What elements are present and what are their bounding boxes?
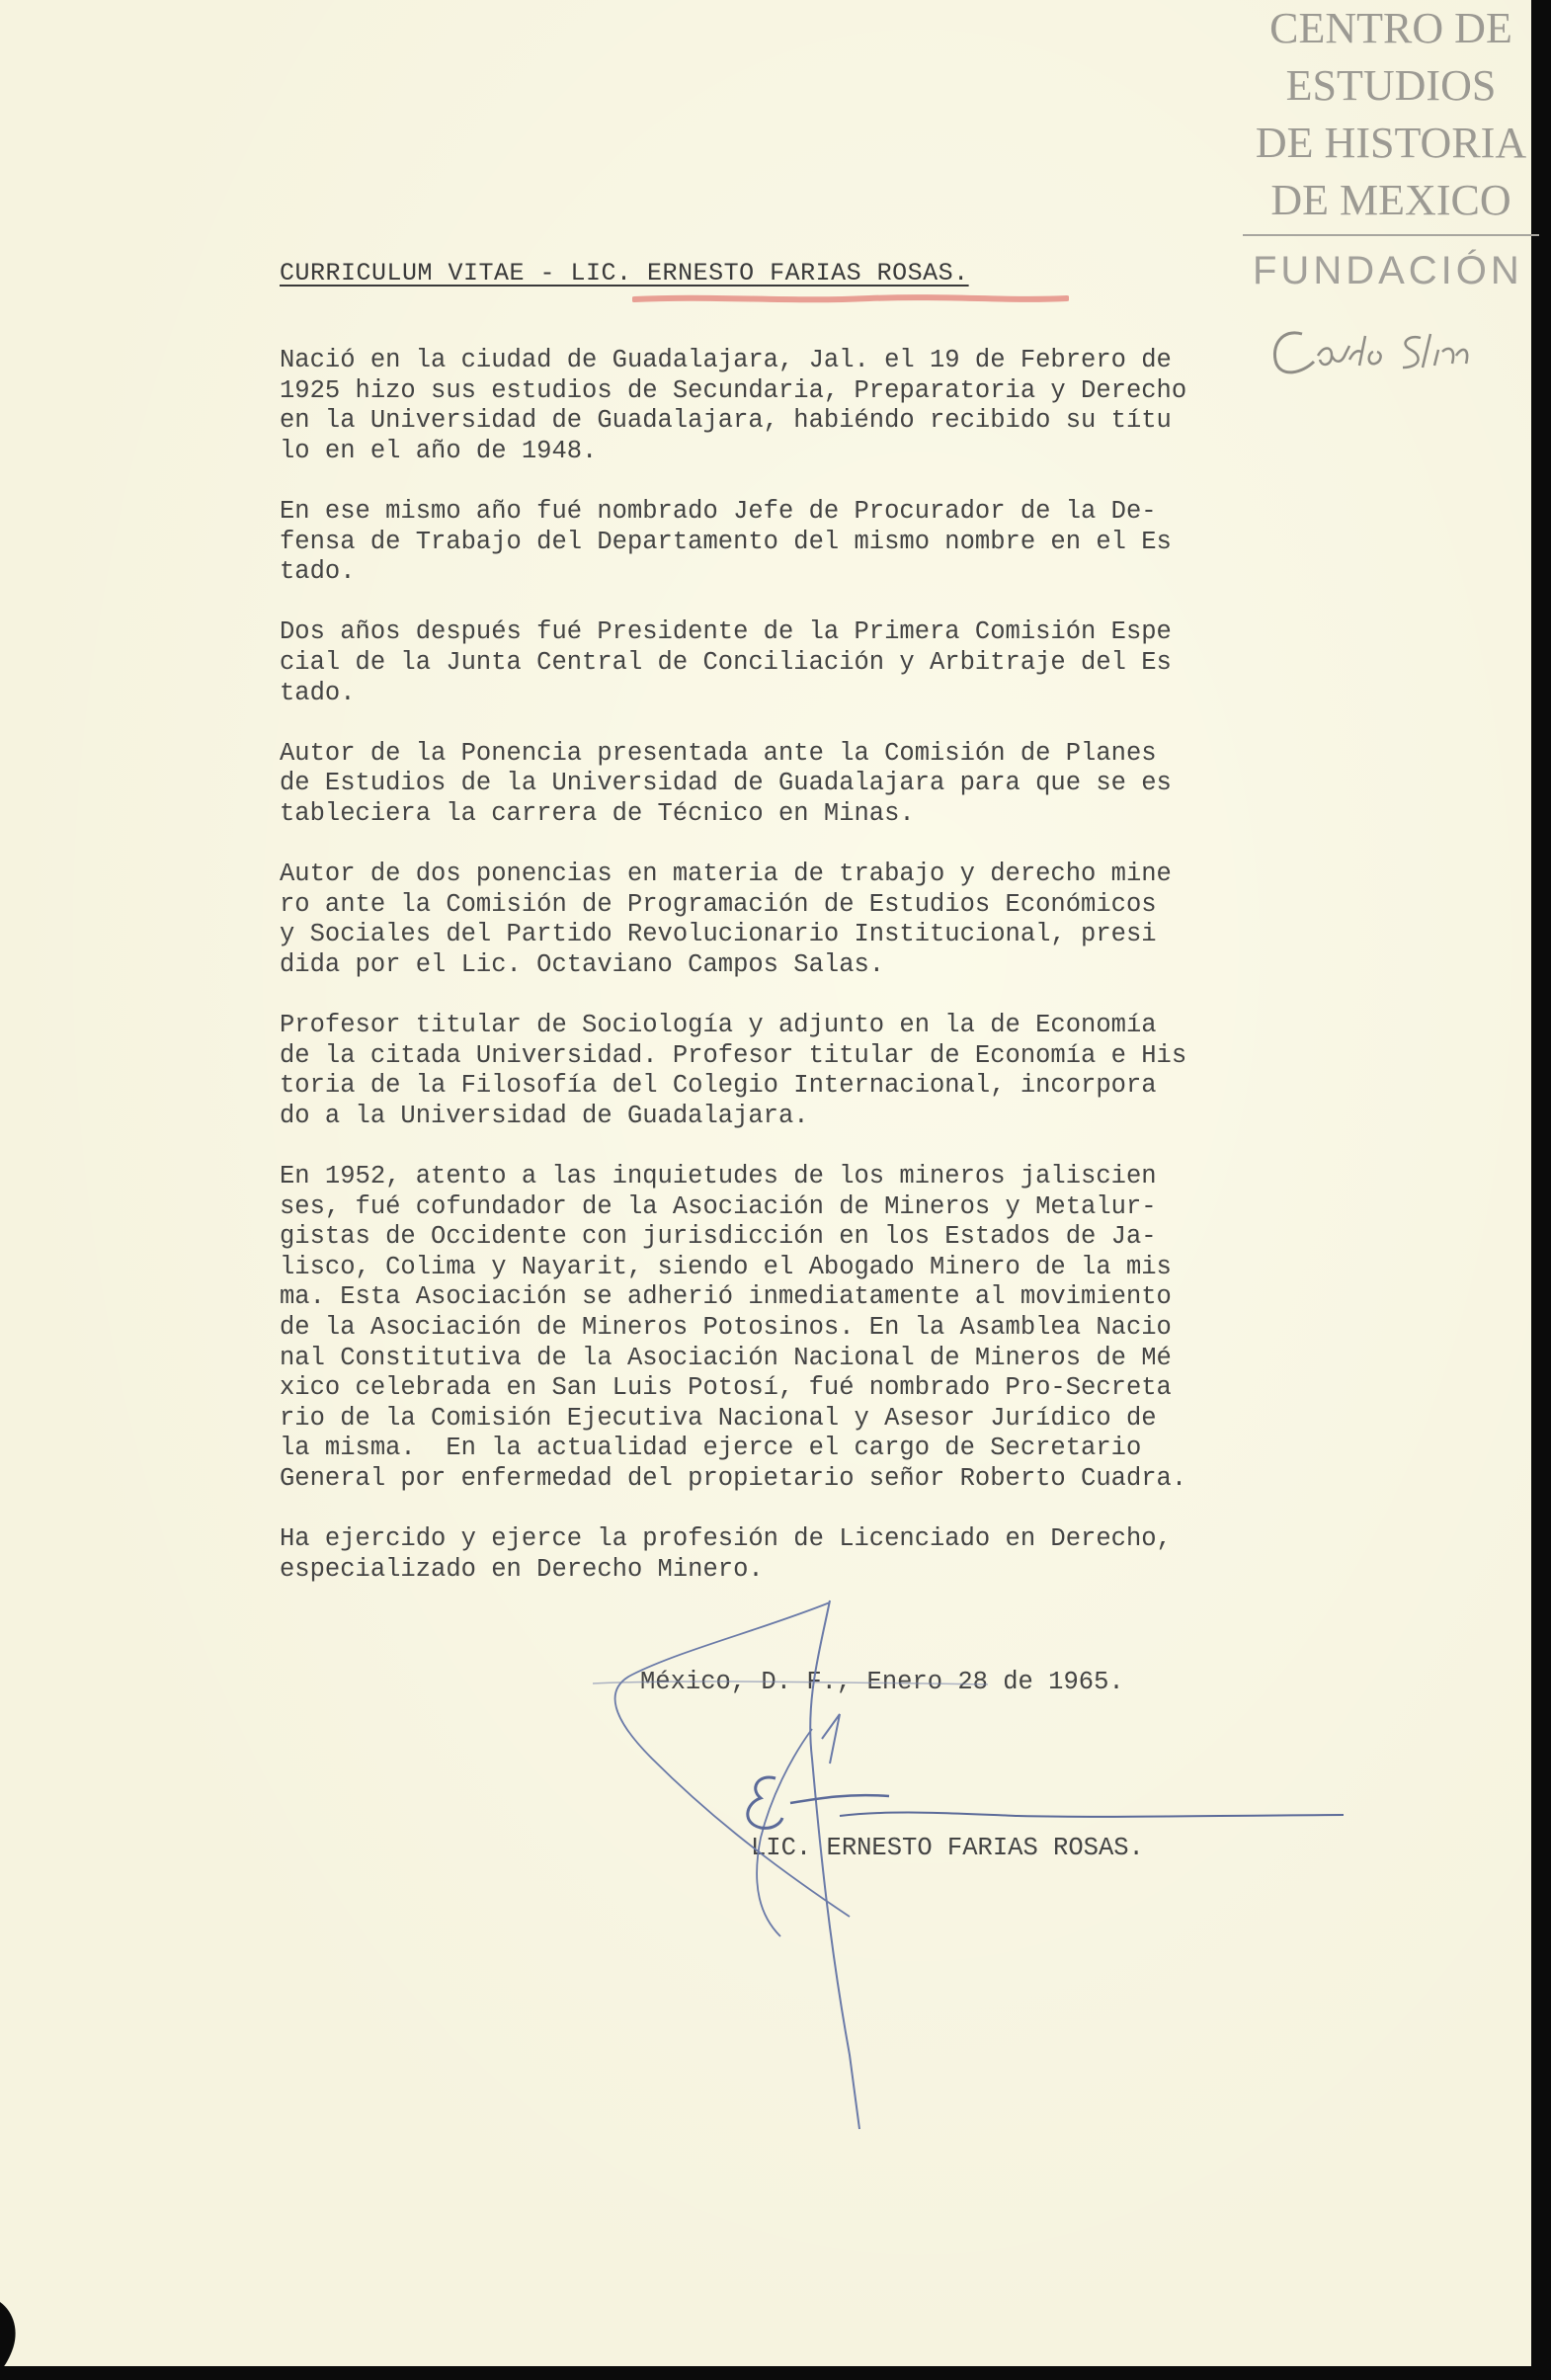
stamp-divider [1243, 234, 1539, 236]
document-title: CURRICULUM VITAE - LIC. ERNESTO FARIAS ROSAS. [280, 259, 969, 287]
paragraph-profesion: Ha ejercido y ejerce la profesión de Licenciado en Derecho, especializado en Derecho Minero. [280, 1524, 1172, 1584]
handwritten-signature [593, 1591, 1383, 2144]
stamp-line-4: DE MEXICO [1270, 176, 1511, 224]
stamp-line-2: ESTUDIOS [1285, 61, 1497, 110]
paragraph-procurador: En ese mismo año fué nombrado Jefe de Procurador de la De- fensa de Trabajo del Departamento del mismo nombre en el Es tado. [280, 496, 1172, 587]
place-and-date: México, D. F., Enero 28 de 1965. [640, 1668, 1124, 1696]
paragraph-comision-especial: Dos años después fué Presidente de la Primera Comisión Espe cial de la Junta Central de Conciliación y Arbitraje del Es tado. [280, 617, 1172, 707]
paragraph-asociacion-mineros: En 1952, atento a las inquietudes de los mineros jaliscien ses, fué cofundador de la Asociación de Mineros y Metalur- gistas de Occidente con jurisdicción en los Estados de Ja- lisco, Colima y Nayarit, siendo el Abogado Minero de la mis ma. Esta Asociación se adherió inmediatamente al movimiento de la Asociación de Mineros Potosinos. En la Asamblea Nacio nal Constitutiva de la Asociación Nacional de Mineros de Mé xico celebrada en San Luis Potosí, fué nombrado Pro-Secreta rio de la Comisión Ejecutiva Nacional y Asesor Jurídico de la misma. En la actualidad ejerce el cargo de Secretario General por enfermedad del propietario señor Roberto Cuadra. [280, 1162, 1187, 1493]
paragraph-ponencias-trabajo: Autor de dos ponencias en materia de trabajo y derecho mine ro ante la Comisión de Programación de Estudios Económicos y Sociales del Partido Revolucionario Institucional, presi dida por el Lic. Octaviano Campos Salas. [280, 860, 1172, 979]
archive-stamp [1243, 0, 1539, 292]
stamp-line-1: CENTRO DE [1269, 4, 1512, 52]
paper-edge-wear [0, 2302, 40, 2371]
document-body [280, 346, 1376, 1615]
paragraph-profesor: Profesor titular de Sociología y adjunto en la de Economía de la citada Universidad. Profesor titular de Economía e His toria de la Filosofía del Colegio Internacional, incorpora do a la Universidad de Guadalajara. [280, 1011, 1187, 1130]
stamp-fundacion: FUNDACIÓN [1253, 249, 1523, 292]
signer-name: LIC. ERNESTO FARIAS ROSAS. [751, 1834, 1144, 1862]
paragraph-ponencia-minas: Autor de la Ponencia presentada ante la Comisión de Planes de Estudios de la Universidad de Guadalajara para que se es tableciera la carrera de Técnico en Minas. [280, 738, 1172, 828]
stamp-line-3: DE HISTORIA [1255, 119, 1527, 167]
paragraph-birth-education: Nació en la ciudad de Guadalajara, Jal. el 19 de Febrero de 1925 hizo sus estudios de Secundaria, Preparatoria y Derecho en la Universidad de Guadalajara, habiéndo recibido su títu lo en el año de 1948. [280, 346, 1187, 465]
red-pencil-underline [632, 293, 1069, 305]
